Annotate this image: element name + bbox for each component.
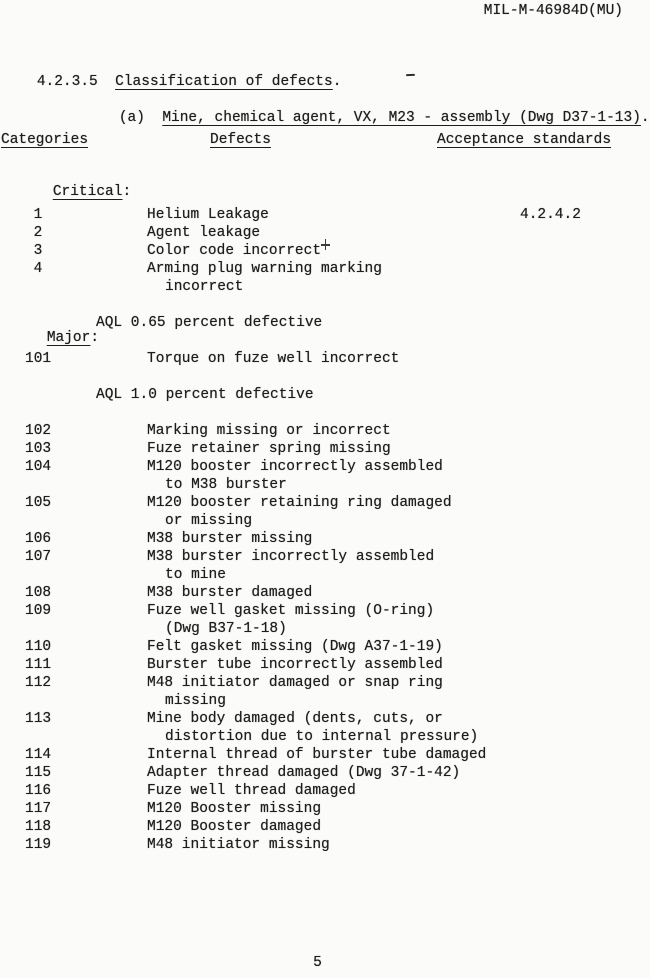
defect-text: Fuze retainer spring missing bbox=[147, 441, 391, 457]
defect-number: 1 bbox=[33, 207, 43, 223]
defect-text: M38 burster damaged bbox=[147, 585, 313, 601]
defect-text: Agent leakage bbox=[147, 225, 261, 241]
column-header-defects: Defects bbox=[210, 132, 271, 148]
defect-text-continuation: distortion due to internal pressure) bbox=[165, 729, 479, 745]
defect-text: M48 initiator damaged or snap ring bbox=[147, 675, 443, 691]
aql-note-065: AQL 0.65 percent defective bbox=[96, 315, 323, 331]
defect-text: Mine body damaged (dents, cuts, or bbox=[147, 711, 443, 727]
defect-text: M120 booster incorrectly assembled bbox=[147, 459, 443, 475]
defect-text: M48 initiator missing bbox=[147, 837, 330, 853]
defect-number: 3 bbox=[33, 243, 43, 259]
acceptance-standard: 4.2.4.2 bbox=[520, 207, 581, 223]
defect-text-continuation: or missing bbox=[165, 513, 253, 529]
defect-number: 104 bbox=[25, 459, 52, 475]
defect-text: M120 booster retaining ring damaged bbox=[147, 495, 452, 511]
defect-text-continuation: (Dwg B37-1-18) bbox=[165, 621, 287, 637]
category-heading-major: Major: bbox=[46, 330, 100, 346]
defect-number: 4 bbox=[33, 261, 43, 277]
defect-number: 118 bbox=[25, 819, 52, 835]
section-period: . bbox=[332, 74, 342, 90]
defect-text-continuation: to M38 burster bbox=[165, 477, 287, 493]
defect-text: Torque on fuze well incorrect bbox=[147, 351, 400, 367]
defect-text-continuation: to mine bbox=[165, 567, 226, 583]
defect-text: M38 burster missing bbox=[147, 531, 313, 547]
defect-number: 2 bbox=[33, 225, 43, 241]
section-number: 4.2.3.5 bbox=[36, 74, 98, 90]
defect-number: 103 bbox=[25, 441, 52, 457]
defect-number: 112 bbox=[25, 675, 52, 691]
defect-text: Adapter thread damaged (Dwg 37-1-42) bbox=[147, 765, 461, 781]
page-number: 5 bbox=[313, 955, 322, 971]
defect-number: 105 bbox=[25, 495, 52, 511]
defect-number: 101 bbox=[25, 351, 52, 367]
defect-number: 113 bbox=[25, 711, 52, 727]
defect-text: M120 Booster damaged bbox=[147, 819, 322, 835]
defect-text: Internal thread of burster tube damaged bbox=[147, 747, 487, 763]
defect-number: 109 bbox=[25, 603, 52, 619]
defect-text-continuation: incorrect bbox=[165, 279, 244, 295]
defect-number: 102 bbox=[25, 423, 52, 439]
defect-text: Burster tube incorrectly assembled bbox=[147, 657, 443, 673]
defect-number: 110 bbox=[25, 639, 52, 655]
defect-number: 108 bbox=[25, 585, 52, 601]
subsection-period: . bbox=[640, 110, 650, 126]
defect-text: Arming plug warning marking bbox=[147, 261, 382, 277]
defect-text: M120 Booster missing bbox=[147, 801, 322, 817]
defect-number: 116 bbox=[25, 783, 52, 799]
category-heading-critical: Critical: bbox=[52, 184, 132, 200]
scan-artifact-cross bbox=[321, 239, 330, 250]
defect-number: 115 bbox=[25, 765, 52, 781]
subsection-title: Mine, chemical agent, VX, M23 - assembly (Dwg D37-1-13) bbox=[162, 110, 641, 126]
defect-text: Fuze well thread damaged bbox=[147, 783, 356, 799]
defect-number: 114 bbox=[25, 747, 52, 763]
doc-number: MIL-M-46984D(MU) bbox=[483, 3, 623, 19]
defect-text: Helium Leakage bbox=[147, 207, 269, 223]
defect-text: M38 burster incorrectly assembled bbox=[147, 549, 435, 565]
defect-text: Marking missing or incorrect bbox=[147, 423, 391, 439]
defect-text-continuation: missing bbox=[165, 693, 226, 709]
defect-text: Felt gasket missing (Dwg A37-1-19) bbox=[147, 639, 443, 655]
column-header-acceptance: Acceptance standards bbox=[437, 132, 612, 148]
column-header-categories: Categories bbox=[1, 132, 89, 148]
section-title: Classification of defects bbox=[115, 74, 333, 90]
defect-number: 107 bbox=[25, 549, 52, 565]
aql-note-10: AQL 1.0 percent defective bbox=[96, 387, 314, 403]
defect-number: 111 bbox=[25, 657, 52, 673]
scan-artifact-dash bbox=[406, 74, 415, 76]
defect-number: 117 bbox=[25, 801, 52, 817]
defect-number: 106 bbox=[25, 531, 52, 547]
defect-text: Fuze well gasket missing (O-ring) bbox=[147, 603, 435, 619]
defect-text: Color code incorrect bbox=[147, 243, 322, 259]
defect-number: 119 bbox=[25, 837, 52, 853]
subsection-label: (a) bbox=[118, 110, 145, 126]
